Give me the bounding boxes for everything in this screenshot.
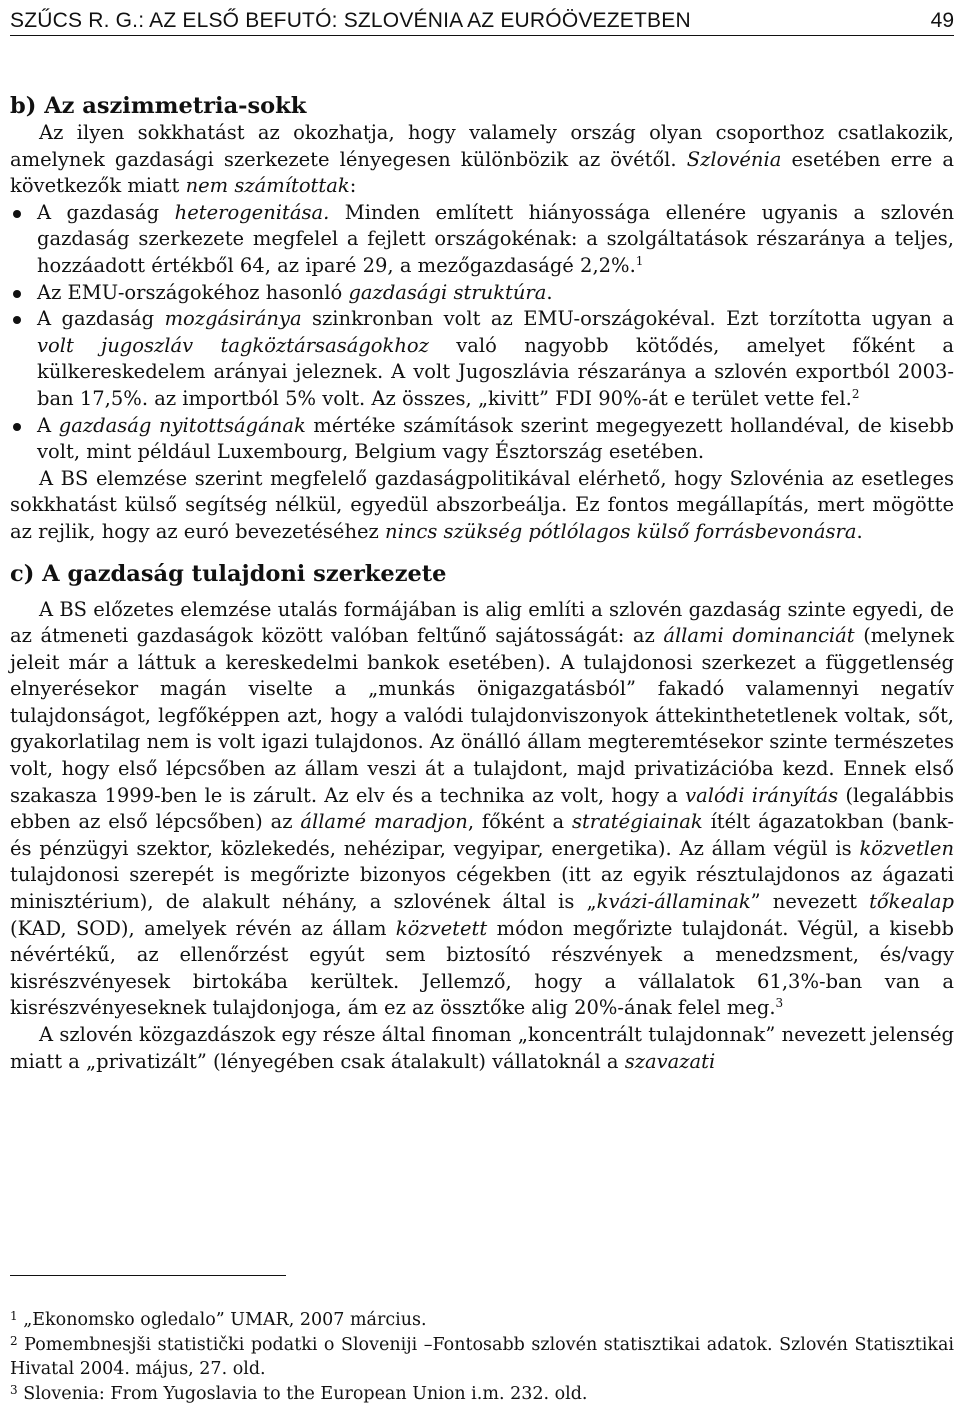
- main-text: [10, 92, 954, 1075]
- footnote-ref: 2: [852, 387, 860, 401]
- running-header: [10, 7, 954, 36]
- section-c-paragraph-1: A BS előzetes elemzése utalás formájában is alig említi a szlovén gazdaság szinte egyedi, de az átmeneti gazdaságok között valóban feltűnő sajátosságát: az állami dominanciát (melynek jeleit már a láttuk a kereskedelmi bankok esetében). A tulajdonosi szerkezet a függetlenség elnyerésekor magán viselte a „munkás önigazgatásból” fakadó valamennyi negatív tulajdonságot, legfőképpen azt, hogy a valódi tulajdonviszonyok áttekinthetetlenek voltak, sőt, gyakorlatilag nem is volt igazi tulajdonos. Az önálló állam megteremtésekor szinte természetes volt, hogy első lépcsőben az állam veszi át a tulajdont, majd privatizációba kezd. Ennek első szakasza 1999-ben le is zárult. Az elv és a technika az volt, hogy a valódi irányítás (legalábbis ebben az első lépcsőben) az államé maradjon, főként a stratégiainak ítélt ágazatokban (bank- és pénzügyi szektor, közlekedés, nehézipar, vegyipar, energetika). Az állam végül is közvetlen tulajdonosi szerepét is megőrizte bizonyos cégekben (itt az egyik résztulajdonos az ágazati minisztérium), de alakult néhány, a szlovének által is „kvázi-államinak” nevezett tőkealap (KAD, SOD), amelyek révén az állam közvetett módon megőrizte tulajdonát. Végül, a kisebb névértékű, az ellenőrzést egyút sem biztosító részvények a menedzsment, és/vagy kisrészvényesek birtokába kerültek. Jellemző, hogy a vállalatok 61,3%-ban van a kisrészvényeseknek tulajdonjoga, ám ez az össztőke alig 20%-ának felel meg.$^3$: [10, 597, 954, 1023]
- section-b-heading: b) Az aszimmetria-sokk: [10, 92, 954, 120]
- section-b-paragraph: A BS elemzése szerint megfelelő gazdaságpolitikával elérhető, hogy Szlovénia az esetleges sokkhatást külső segítség nélkül, egyedül abszorbeálja. Ez fontos megállapítás, mert mögötte az rejlik, hogy az euró bevezetéséhez nincs szükség pótlólagos külső forrásbevonásra.: [10, 466, 954, 546]
- footnote-ref: 3: [776, 996, 784, 1010]
- section-b-bullet-list: [10, 200, 954, 466]
- list-item: A gazdaság heterogenitása. Minden említett hiányossága ellenére ugyanis a szlovén gazdaság szerkezete megfelel a fejlett országokénak: a szolgáltatások részaránya a teljes, hozzáadott értékből 64, az iparé 29, a mezőgazdaságé 2,2%.$^1$: [10, 200, 954, 280]
- footnote-2: $^2$ Pomembnesjši statistički podatki o Sloveniji –Fontosabb szlovén statisztikai adatok. Szlovén Statisztikai Hivatal 2004. május, 27. old.: [10, 1333, 954, 1382]
- footnote-ref: 1: [636, 254, 644, 268]
- footnotes: [10, 1308, 954, 1406]
- footnote-3: $^3$ Slovenia: From Yugoslavia to the European Union i.m. 232. old.: [10, 1382, 954, 1406]
- list-item: Az EMU-országokéhoz hasonló gazdasági struktúra.: [10, 280, 954, 307]
- page-number: 49: [931, 9, 954, 33]
- footnote-separator: [10, 1275, 286, 1276]
- list-item: A gazdaság mozgásiránya szinkronban volt az EMU-országokéval. Ezt torzította ugyan a volt jugoszláv tagköztársaságokhoz való nagyobb kötődés, amelyet főként a külkereskedelem arányai jeleznek. A volt Jugoszlávia részaránya a szlovén exportból 2003-ban 17,5%. az importból 5% volt. Az összes, „kivitt” FDI 90%-át e terület vette fel.$^2$: [10, 306, 954, 412]
- section-c-paragraph-2: A szlovén közgazdászok egy része által finoman „koncentrált tulajdonnak” nevezett jelenség miatt a „privatizált” (lényegében csak átalakult) vállatoknál a szavazati: [10, 1022, 954, 1075]
- section-c-heading: c) A gazdaság tulajdoni szerkezete: [10, 560, 954, 588]
- section-b-intro: Az ilyen sokkhatást az okozhatja, hogy valamely ország olyan csoporthoz csatlakozik, amelynek gazdasági szerkezete lényegesen különbözik az övétől. Szlovénia esetében erre a következők miatt nem számítottak:: [10, 120, 954, 200]
- footnote-1: $^1$ „Ekonomsko ogledalo” UMAR, 2007 március.: [10, 1308, 954, 1333]
- header-title: SZŰCS R. G.: AZ ELSŐ BEFUTÓ: SZLOVÉNIA AZ EURÓÖVEZETBEN: [10, 9, 691, 33]
- list-item: A gazdaság nyitottságának mértéke számítások szerint megegyezett hollandéval, de kisebb volt, mint például Luxembourg, Belgium vagy Észtország esetében.: [10, 413, 954, 466]
